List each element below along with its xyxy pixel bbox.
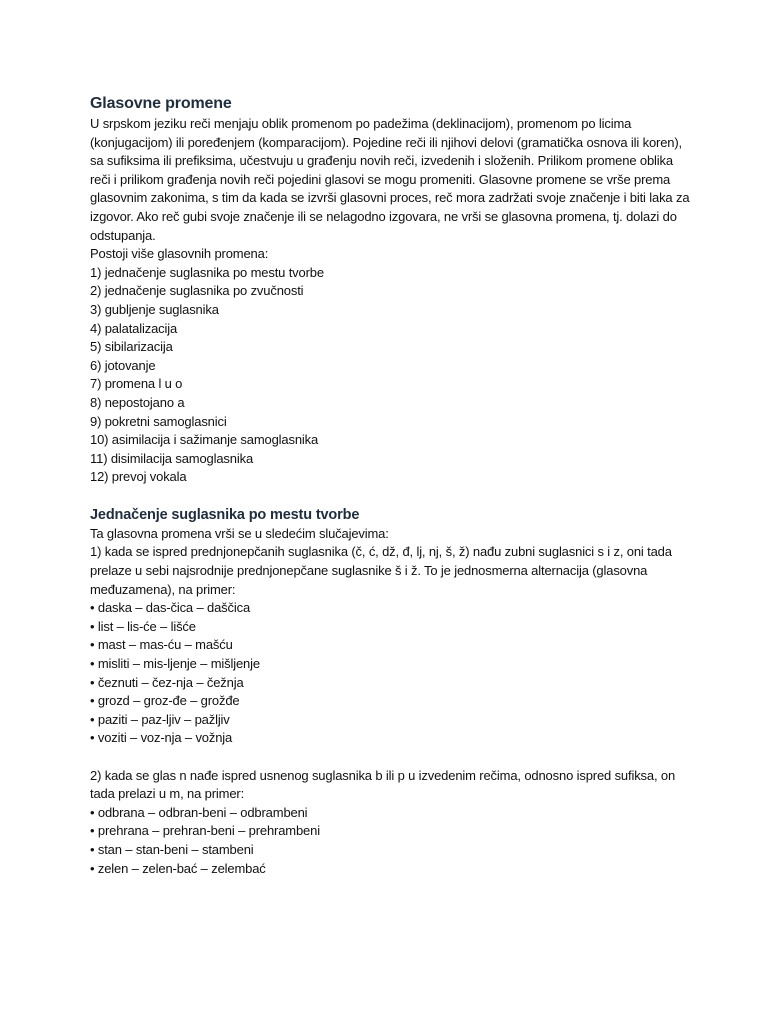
list-item: 4) palatalizacija [90, 320, 178, 336]
example-item: • list – lis-će – lišće [90, 618, 196, 634]
list-intro: Postoji više glasovnih promena: [90, 246, 269, 262]
example-item: • grozd – groz-đe – grožđe [90, 693, 240, 709]
list-item: 3) gubljenje suglasnika [90, 301, 219, 317]
document-title: Glasovne promene [90, 95, 232, 112]
example-item: • voziti – voz-nja – vožnja [90, 730, 233, 746]
paragraph-gap [90, 748, 690, 767]
case-2-examples [90, 804, 690, 878]
case-2-paragraph: 2) kada se glas n nađe ispred usnenog suglasnika b ili p u izvedenim rečima, odnosno ispred sufiksa, on tada prelazi u m, na primer: [90, 767, 676, 802]
case-1-paragraph: 1) kada se ispred prednjonepčanih suglasnika (č, ć, dž, đ, lj, nj, š, ž) nađu zubni suglasnici s i z, oni tada prelaze u sebi najsrodnije prednjonepčane suglasnike š i ž. To je jednosmerna alternacija (glasovna međuzamena), na primer: [90, 544, 672, 597]
document-body [90, 93, 690, 878]
list-item: 6) jotovanje [90, 357, 156, 373]
section-heading: Jednačenje suglasnika po mestu tvorbe [90, 506, 360, 523]
example-item: • odbrana – odbran-beni – odbrambeni [90, 804, 308, 820]
list-item: 5) sibilarizacija [90, 339, 173, 355]
example-item: • stan – stan-beni – stambeni [90, 841, 254, 857]
example-item: • zelen – zelen-bać – zelembać [90, 860, 266, 876]
list-item: 11) disimilacija samoglasnika [90, 450, 254, 466]
example-item: • misliti – mis-ljenje – mišljenje [90, 656, 260, 672]
list-item: 2) jednačenje suglasnika po zvučnosti [90, 283, 304, 299]
sound-change-list [90, 264, 690, 487]
list-item: 12) prevoj vokala [90, 469, 187, 485]
example-item: • paziti – paz-ljiv – pažljiv [90, 711, 230, 727]
example-item: • daska – das-čica – daščica [90, 600, 251, 616]
case-1-examples [90, 599, 690, 748]
list-item: 8) nepostojano a [90, 394, 185, 410]
list-item: 9) pokretni samoglasnici [90, 413, 227, 429]
section-intro: Ta glasovna promena vrši se u sledećim slučajevima: [90, 525, 389, 541]
example-item: • mast – mas-ću – mašću [90, 637, 233, 653]
list-item: 1) jednačenje suglasnika po mestu tvorbe [90, 264, 324, 280]
intro-paragraph: U srpskom jeziku reči menjaju oblik promenom po padežima (deklinacijom), promenom po licima (konjugacijom) ili poređenjem (komparacijom). Pojedine reči ili njihovi delovi (gramatička osnova ili koren), sa sufiksima ili prefiksima, učestvuju u građenju novih reči, izvedenih i složenih. Prilikom promene oblika reči i prilikom građenja novih reči pojedini glasovi se mogu promeniti. Glasovne promene se vrše prema glasovnim zakonima, s tim da kada se izvrši glasovni proces, reč mora zadržati svoje značenje i biti laka za izgovor. Ako reč gubi svoje značenje ili se nelagodno izgovara, ne vrši se glasovna promena, tj. dolazi do odstupanja. [90, 116, 690, 243]
list-item: 10) asimilacija i sažimanje samoglasnika [90, 432, 319, 448]
example-item: • prehrana – prehran-beni – prehrambeni [90, 823, 320, 839]
list-item: 7) promena l u o [90, 376, 183, 392]
example-item: • čeznuti – čez-nja – čežnja [90, 674, 244, 690]
